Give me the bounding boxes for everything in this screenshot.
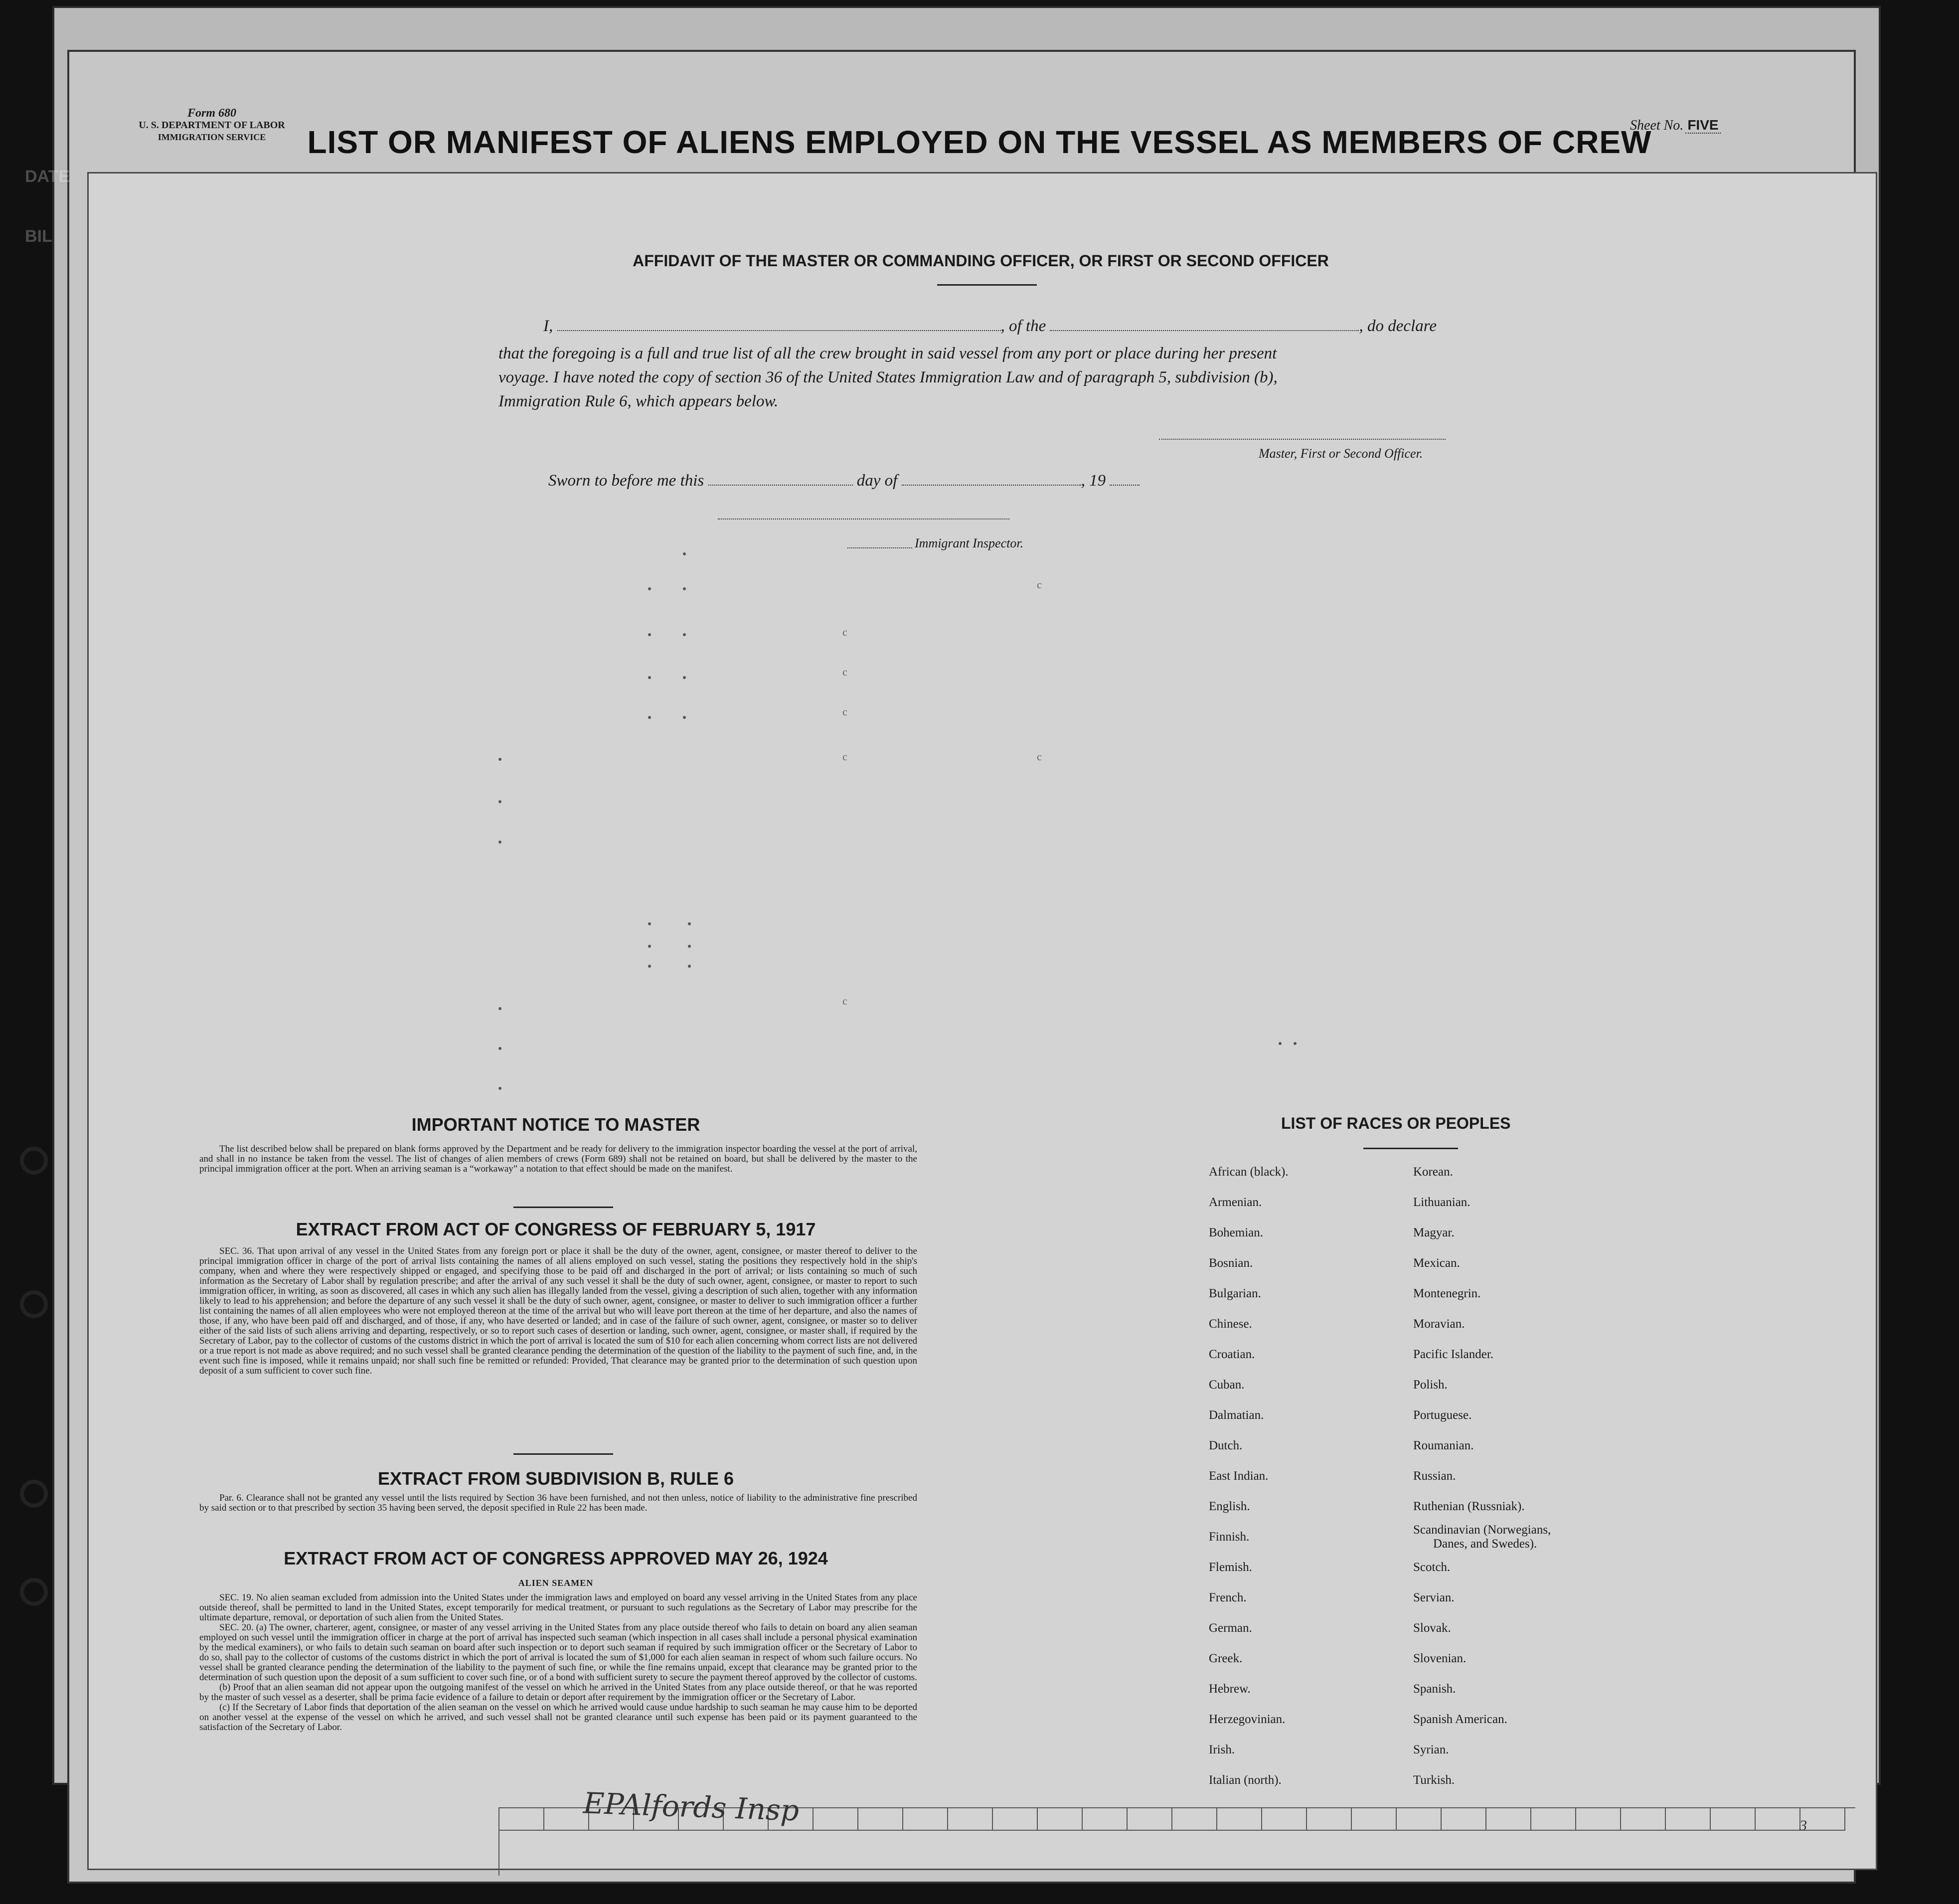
- inspector-signature-line-2[interactable]: [847, 547, 912, 548]
- bleed-mark: [498, 800, 501, 803]
- race-left: Herzegovinian.: [1209, 1713, 1286, 1726]
- handwritten-inspector-signature: EPAlfords Insp: [582, 1786, 800, 1828]
- race-right: Polish.: [1413, 1378, 1448, 1391]
- edge-ring: [20, 1578, 48, 1606]
- edge-ring: [20, 1480, 48, 1508]
- master-signature-label: Master, First or Second Officer.: [1259, 446, 1423, 461]
- extract-1924-sec20b: (b) Proof that an alien seaman did not appear upon the outgoing manifest of the vessel on which he arrived in the United States from any place outside thereof, or that he was reported by the master of such vessel as a deserter, shall be prima facie evidence of a failure to detain or deport after requirement by the immigration officer or the Secretary of Labor.: [199, 1682, 917, 1703]
- affidavit-of-the: , of the: [1000, 317, 1046, 335]
- bleed-mark: [648, 587, 651, 590]
- bleed-mark: c: [842, 626, 847, 638]
- race-right: Slovenian.: [1413, 1652, 1467, 1665]
- race-right: Slovak.: [1413, 1621, 1451, 1635]
- sworn-year-blank[interactable]: [1110, 485, 1140, 486]
- bleed-mark: [683, 676, 686, 679]
- bleed-mark: [688, 922, 691, 925]
- notice-text: The list described below shall be prepared on blank forms approved by the Department and be ready for delivery to the immigration inspector boarding the vessel at the port of arrival, and shall in no instance be taken from the vessel. The list of changes of alien members of crews (Form 689) shall not be retained on board, but shall be delivered by the master to the principal immigration officer at the port. When an arriving seaman is a “workaway” a notation to that effect should be made on the manifest.: [199, 1144, 917, 1174]
- bleed-mark: [648, 676, 651, 679]
- divider: [513, 1207, 613, 1208]
- notice-body: [199, 1144, 917, 1174]
- race-left: Dutch.: [1209, 1439, 1243, 1452]
- race-left: Flemish.: [1209, 1560, 1252, 1574]
- bleed-mark: [498, 1007, 501, 1010]
- race-right: Korean.: [1413, 1165, 1453, 1179]
- affidavit-declare: , do declare: [1359, 317, 1437, 335]
- bleed-mark: [648, 633, 651, 636]
- department-name: U. S. DEPARTMENT OF LABOR: [139, 120, 285, 131]
- extract-1917-text: SEC. 36. That upon arrival of any vessel in the United States from any foreign port or place it shall be the duty of the owner, agent, consignee, or master thereof to deliver to the principal immigration officer in charge of the port of arrival lists containing the names of all aliens employed on such vessel, stating the positions they respectively hold in the ship's company, when and where they were respectively shipped or engaged, and specifying those to be paid off and discharged in the port of arrival; or lists containing so much of such information as the Secretary of Labor shall by regulation prescribe; and after the arrival of any such vessel it shall be the duty of such owner, agent, consignee, or master to report to such immigration officer, in writing, as soon as discovered, all cases in which any such alien has illegally landed from the vessel, giving a description of such alien, together with any information likely to lead to his apprehension; and before the departure of any such vessel it shall be the duty of such owner, agent, consignee, or master to deliver to such immigration officer a further list containing the names of all alien employees who were not employed thereon at the time of the arrival but who will leave port thereon at the time of her departure, and also the names of those, if any, who have been paid off and discharged, and of those, if any, who have deserted or landed; and in case of the failure of such owner, agent, consignee, or master so to deliver either of the said lists of such aliens arriving and departing, respectively, or so to report such cases of desertion or landing, such owner, agent, consignee, or master shall, if required by the Secretary of Labor, pay to the collector of customs of the customs district in which the port of arrival is located the sum of $10 for each alien concerning whom correct lists are not delivered or a true report is not made as above required; and no such vessel shall be granted clearance pending the determination of the question of the liability to the payment of such fine, and, in the event such fine is imposed, while it remains unpaid; nor shall such fine be remitted or refunded: Provided, That clearance may be granted prior to the determination of such question upon deposit of a sum sufficient to cover such fine.: [199, 1246, 917, 1376]
- bleed-mark: c: [842, 750, 847, 763]
- service-name: IMMIGRATION SERVICE: [158, 132, 266, 142]
- race-left: English.: [1209, 1500, 1250, 1513]
- race-left: African (black).: [1209, 1165, 1289, 1179]
- bleed-mark: [648, 922, 651, 925]
- affidavit-i: I,: [543, 317, 553, 335]
- race-right: Servian.: [1413, 1591, 1455, 1604]
- name-blank[interactable]: [557, 330, 1001, 331]
- race-right-continuation: Danes, and Swedes).: [1433, 1537, 1537, 1551]
- divider: [1363, 1148, 1458, 1149]
- vessel-blank[interactable]: [1050, 330, 1359, 331]
- race-right: Roumanian.: [1413, 1439, 1474, 1452]
- affidavit-line-4: Immigration Rule 6, which appears below.: [498, 392, 779, 410]
- master-signature-line[interactable]: [1159, 439, 1446, 440]
- extract-1924-title: EXTRACT FROM ACT OF CONGRESS APPROVED MAY 26, 1924: [284, 1548, 828, 1568]
- race-right: Moravian.: [1413, 1317, 1465, 1331]
- extract-1924-body: [199, 1593, 917, 1732]
- bleed-mark: [648, 965, 651, 968]
- race-left: Bulgarian.: [1209, 1287, 1261, 1300]
- race-right: Mexican.: [1413, 1256, 1460, 1270]
- bleed-mark: c: [1037, 750, 1042, 763]
- race-right: Pacific Islander.: [1413, 1348, 1494, 1361]
- bleed-mark: c: [1037, 578, 1042, 591]
- race-left: Bohemian.: [1209, 1226, 1264, 1239]
- bleed-mark: [683, 633, 686, 636]
- race-left: Hebrew.: [1209, 1682, 1251, 1696]
- bleed-mark: [1279, 1042, 1282, 1045]
- edge-ring: [20, 1290, 48, 1318]
- form-number: Form 680: [187, 107, 236, 120]
- bleed-mark: [683, 552, 686, 555]
- bleed-mark: [498, 1047, 501, 1050]
- races-title: LIST OF RACES OR PEOPLES: [1281, 1114, 1511, 1132]
- affidavit-line-2: that the foregoing is a full and true list of all the crew brought in said vessel from any port or place during her present: [498, 345, 1277, 362]
- bleed-mark: [498, 841, 501, 844]
- bleed-mark: [683, 587, 686, 590]
- sworn-day-blank[interactable]: [708, 485, 853, 486]
- extract-1924-sec20c: (c) If the Secretary of Labor finds that deportation of the alien seaman on the vessel on which he arrived would cause undue hardship to such seaman he may cause him to be deported on another vessel at the expense of the vessel on which he arrived, and such vessel shall not be granted clearance until such expense has been paid or its payment guaranteed to the satisfaction of the Secretary of Labor.: [199, 1702, 917, 1732]
- race-left: German.: [1209, 1621, 1252, 1635]
- race-right: Scotch.: [1413, 1560, 1451, 1574]
- divider: [513, 1453, 613, 1455]
- race-left: Chinese.: [1209, 1317, 1252, 1331]
- extract-rule6-title: EXTRACT FROM SUBDIVISION B, RULE 6: [377, 1468, 734, 1489]
- extract-1917-body: [199, 1246, 917, 1376]
- race-left: Finnish.: [1209, 1530, 1250, 1544]
- bleed-mark: [648, 945, 651, 948]
- bleed-mark: [498, 1087, 501, 1090]
- race-right: Magyar.: [1413, 1226, 1455, 1239]
- race-left: French.: [1209, 1591, 1247, 1604]
- race-right: Spanish.: [1413, 1682, 1456, 1696]
- race-right: Portuguese.: [1413, 1408, 1472, 1422]
- extract-1924-sec20a: SEC. 20. (a) The owner, charterer, agent, consignee, or master of any vessel arriving in the United States from any place outside thereof who fails to detain on board any alien seaman employed on such vessel until the immigration officer in charge at the port of arrival has inspected such seaman (which inspection in all cases shall include a personal physical examination by the medical examiners), or who fails to detain such seaman on board after such inspection or to deport such seaman if required by such immigration officer or the Secretary of Labor to do so, shall pay to the collector of customs of the customs district in which the port of arrival is located the sum of $1,000 for each alien seaman in respect of whom such failure occurs. No vessel shall be granted clearance pending the determination of the liability to the payment of such fine, or while the fine remains unpaid, except that clearance may be granted prior to the determination of such question upon the deposit of a sum sufficient to cover such fine, or of a bond with sufficient surety to secure the payment thereof approved by the collector of customs.: [199, 1622, 917, 1683]
- race-right: Russian.: [1413, 1469, 1456, 1483]
- extract-1924-sec19: SEC. 19. No alien seaman excluded from admission into the United States under the immigration laws and employed on board any vessel arriving in the United States from any place outside thereof, shall be permitted to land in the United States, except temporarily for medical treatment, or pursuant to such regulations as the Secretary of Labor may prescribe for the ultimate departure, removal, or deportation of such alien from the United States.: [199, 1592, 917, 1623]
- notice-title: IMPORTANT NOTICE TO MASTER: [411, 1114, 700, 1135]
- edge-fragment: BIL: [25, 227, 52, 246]
- page-title: LIST OR MANIFEST OF ALIENS EMPLOYED ON THE VESSEL AS MEMBERS OF CREW: [307, 124, 1652, 160]
- sheet-number-value: FIVE: [1685, 117, 1720, 134]
- edge-fragment: DATE: [25, 167, 70, 186]
- race-left: Croatian.: [1209, 1348, 1255, 1361]
- race-right: Montenegrin.: [1413, 1287, 1481, 1300]
- sheet-number-label: Sheet No.: [1630, 118, 1684, 133]
- extract-rule6-body: [199, 1493, 917, 1513]
- extract-1917-title: EXTRACT FROM ACT OF CONGRESS OF FEBRUARY 5, 1917: [296, 1219, 816, 1239]
- bleed-mark: [648, 716, 651, 719]
- affidavit-line-3: voyage. I have noted the copy of section 36 of the United States Immigration Law and of paragraph 5, subdivision (b),: [498, 368, 1278, 386]
- race-right: Lithuanian.: [1413, 1196, 1470, 1209]
- race-left: Irish.: [1209, 1743, 1235, 1756]
- race-right: Scandinavian (Norwegians,: [1413, 1523, 1551, 1537]
- extract-1924-subtitle: ALIEN SEAMEN: [518, 1578, 594, 1588]
- bleed-mark: [688, 945, 691, 948]
- edge-ring: [20, 1147, 48, 1175]
- bleed-mark: c: [842, 995, 847, 1007]
- inspector-label: Immigrant Inspector.: [915, 536, 1024, 550]
- race-left: Cuban.: [1209, 1378, 1245, 1391]
- race-right: Spanish American.: [1413, 1713, 1507, 1726]
- race-left: East Indian.: [1209, 1469, 1269, 1483]
- race-left: Dalmatian.: [1209, 1408, 1264, 1422]
- sworn-month-blank[interactable]: [902, 485, 1081, 486]
- sworn-prefix: Sworn to before me this: [548, 472, 704, 490]
- race-left: Bosnian.: [1209, 1256, 1253, 1270]
- divider: [937, 284, 1037, 286]
- affidavit-heading: AFFIDAVIT OF THE MASTER OR COMMANDING OFFICER, OR FIRST OR SECOND OFFICER: [633, 252, 1329, 270]
- bleed-mark: [683, 716, 686, 719]
- bleed-mark: [688, 965, 691, 968]
- sworn-year-label: , 19: [1081, 472, 1106, 490]
- sworn-line: [548, 469, 1140, 493]
- affidavit-line-1: [543, 314, 1437, 338]
- race-right: Ruthenian (Russniak).: [1413, 1500, 1525, 1513]
- bleed-mark: c: [842, 666, 847, 678]
- race-right: Syrian.: [1413, 1743, 1449, 1756]
- extract-rule6-text: Par. 6. Clearance shall not be granted any vessel until the lists required by Section 36 have been furnished, and not then unless, notice of liability to the administrative fine prescribed by said section or to that prescribed by section 35 having been served, the deposit specified in Rule 22 has been made.: [199, 1493, 917, 1513]
- bleed-mark: [1294, 1042, 1297, 1045]
- bleed-mark: [498, 758, 501, 761]
- race-right: Turkish.: [1413, 1773, 1455, 1787]
- race-left: Italian (north).: [1209, 1773, 1282, 1787]
- sworn-day-label: day of: [856, 472, 898, 490]
- race-left: Greek.: [1209, 1652, 1243, 1665]
- race-left: Armenian.: [1209, 1196, 1262, 1209]
- bleed-mark: c: [842, 705, 847, 718]
- corner-number: 3: [1799, 1817, 1807, 1834]
